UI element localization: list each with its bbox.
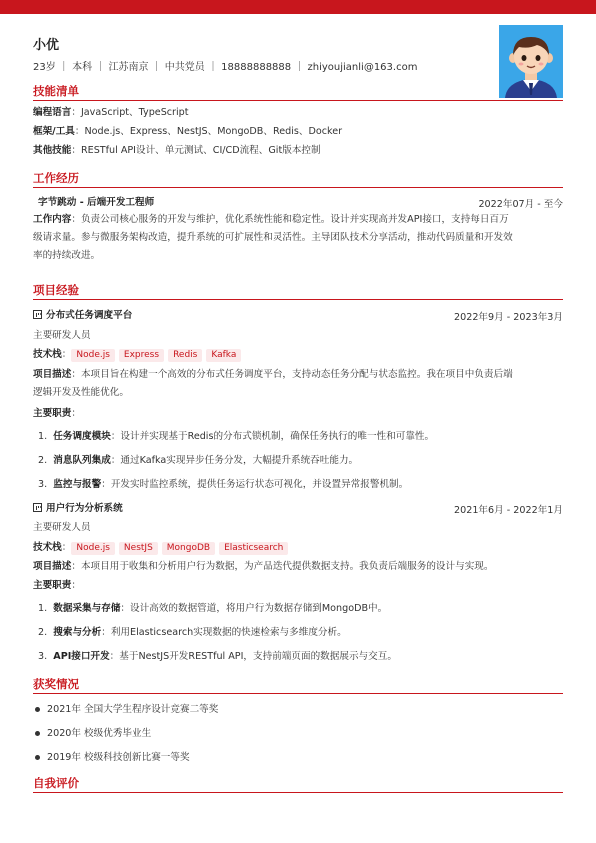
kanban-icon <box>33 310 42 319</box>
duties-label: 主要职责： <box>33 580 81 591</box>
award-item: 2020年 校级优秀毕业生 <box>47 728 152 739</box>
work-content: 工作内容：负责公司核心服务的开发与维护，优化系统性能和稳定性。设计并实现高并发API接口，支持每日百万 级请求量。参与微服务架构改造，提升系统的可扩展性和灵活性。主导团队技术分享活动，推动代码质量和开发效 率的持续改进。 <box>33 214 513 261</box>
project-desc: 项目描述：本项目旨在构建一个高效的分布式任务调度平台，支持动态任务分配与状态监控。我在项目中负责后端 逻辑开发及性能优化。 <box>33 369 513 398</box>
section-projects <box>33 282 563 298</box>
section-divider <box>33 187 563 188</box>
skill-row: 编程语言：JavaScript、TypeScript <box>33 107 189 118</box>
award-item: 2019年 校级科技创新比赛一等奖 <box>47 752 190 763</box>
section-title-work: 工作经历 <box>33 171 79 185</box>
section-divider <box>33 299 563 300</box>
section-divider <box>33 693 563 694</box>
project-role: 主要研发人员 <box>33 330 91 341</box>
skill-row: 框架/工具：Node.js、Express、NestJS、MongoDB、Redis、Docker <box>33 126 343 137</box>
project-title: 用户行为分析系统 <box>33 502 123 515</box>
duty-item: 3. 监控与报警：开发实时监控系统，提供任务运行状态可视化，并设置异常报警机制。 <box>38 479 409 490</box>
project-stack: 技术栈： Node.js NestJS MongoDB Elasticsearch <box>33 541 292 555</box>
section-divider <box>33 792 563 793</box>
section-work <box>33 170 563 186</box>
duty-item: 3. API接口开发：基于NestJS开发RESTful API，支持前端页面的数据展示与交互。 <box>38 651 397 662</box>
tech-tag: Node.js <box>71 349 115 362</box>
tech-tag: Express <box>119 349 164 362</box>
top-accent-bar <box>0 0 596 14</box>
section-skills <box>33 83 563 99</box>
section-title-awards: 获奖情况 <box>33 677 79 691</box>
duty-item: 1. 数据采集与存储：设计高效的数据管道，将用户行为数据存储到MongoDB中。 <box>38 603 388 614</box>
tech-tag: MongoDB <box>162 542 215 555</box>
duties-label: 主要职责： <box>33 408 81 419</box>
project-stack: 技术栈： Node.js Express Redis Kafka <box>33 348 245 362</box>
duty-item: 1. 任务调度模块：设计并实现基于Redis的分布式锁机制，确保任务执行的唯一性和可靠性。 <box>38 431 435 442</box>
tech-tag: NestJS <box>119 542 158 555</box>
project-date: 2022年9月 - 2023年3月 <box>454 312 563 323</box>
bullet <box>35 707 40 712</box>
tech-tag: Elasticsearch <box>219 542 288 555</box>
work-date: 2022年07月 - 至今 <box>478 199 563 210</box>
duty-item: 2. 消息队列集成：通过Kafka实现异步任务分发，大幅提升系统吞吐能力。 <box>38 455 359 466</box>
project-role: 主要研发人员 <box>33 522 91 533</box>
project-desc: 项目描述：本项目用于收集和分析用户行为数据，为产品迭代提供数据支持。我负责后端服务的设计与实现。 <box>33 561 494 572</box>
candidate-name: 小优 <box>33 38 60 53</box>
tech-tag: Redis <box>168 349 202 362</box>
duty-item: 2. 搜索与分析：利用Elasticsearch实现数据的快速检索与多维度分析。 <box>38 627 347 638</box>
project-title: 分布式任务调度平台 <box>33 309 132 322</box>
section-title-skills: 技能清单 <box>33 84 79 98</box>
section-divider <box>33 100 563 101</box>
section-self <box>33 775 563 791</box>
skill-row: 其他技能：RESTful API设计、单元测试、CI/CD流程、Git版本控制 <box>33 145 321 156</box>
tech-tag: Kafka <box>206 349 241 362</box>
section-title-projects: 项目经验 <box>33 283 79 297</box>
kanban-icon <box>33 503 42 512</box>
award-item: 2021年 全国大学生程序设计竞赛二等奖 <box>47 704 219 715</box>
work-title: 字节跳动 - 后端开发工程师 <box>38 197 155 208</box>
section-awards <box>33 676 563 692</box>
section-title-self: 自我评价 <box>33 776 79 790</box>
bullet <box>35 731 40 736</box>
project-date: 2021年6月 - 2022年1月 <box>454 505 563 516</box>
candidate-info: 23岁 ｜ 本科 ｜ 江苏南京 ｜ 中共党员 ｜ 18888888888 ｜ zhiyoujianli@163.com <box>33 62 418 73</box>
tech-tag: Node.js <box>71 542 115 555</box>
bullet <box>35 755 40 760</box>
